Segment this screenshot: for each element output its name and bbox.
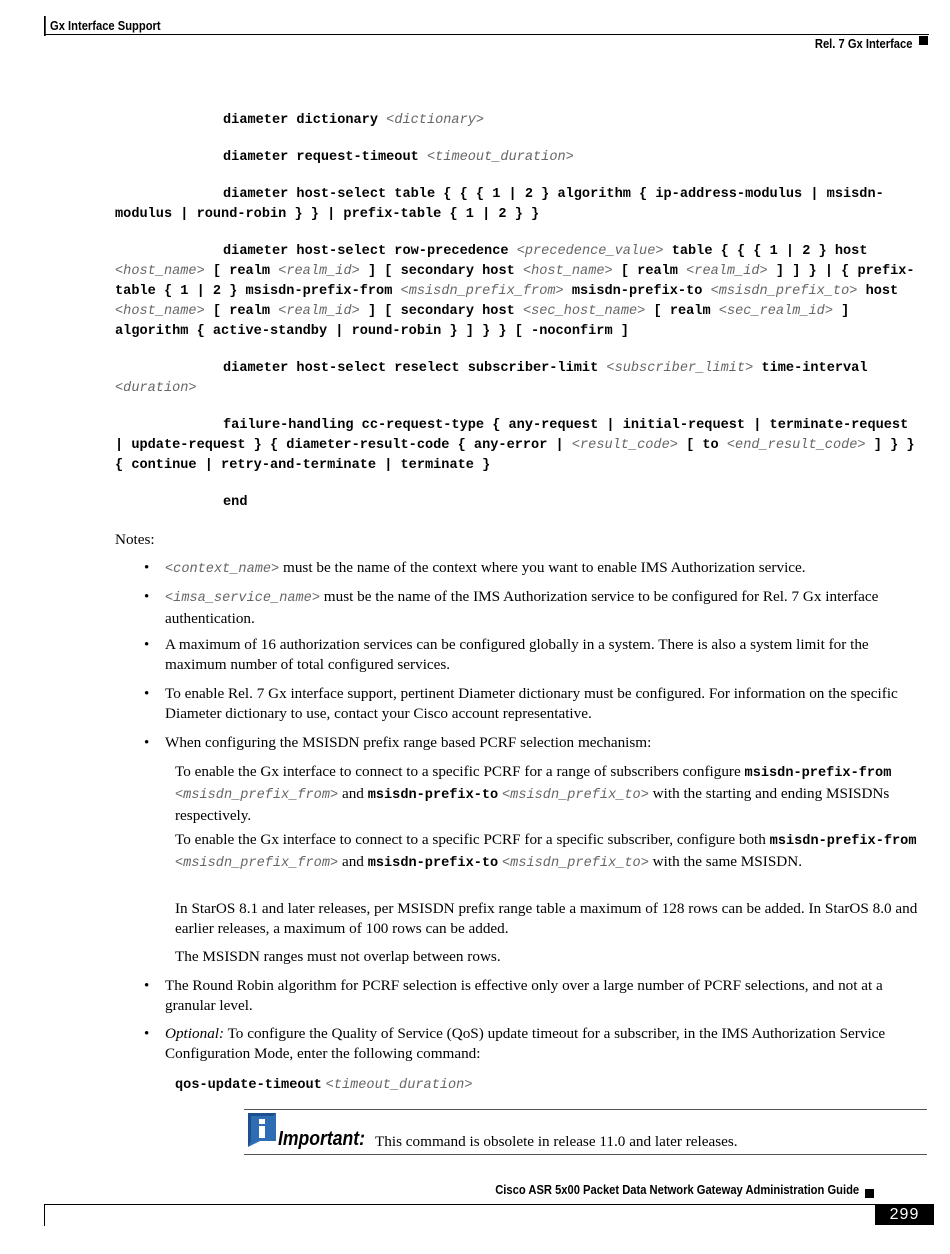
bullet-icon: •	[144, 637, 150, 653]
page-number: 299	[875, 1204, 934, 1225]
important-text: This command is obsolete in release 11.0 and later releases.	[375, 1133, 738, 1150]
note-round-robin: The Round Robin algorithm for PCRF selection is effective only over a large number of PCRF selections, and not at a granular level.	[165, 977, 883, 1014]
bullet-icon: •	[144, 589, 150, 605]
important-top-rule	[244, 1109, 927, 1110]
header-marker	[919, 36, 928, 45]
footer-marker	[865, 1189, 874, 1198]
section-header: Gx Interface Support	[44, 16, 161, 36]
bullet-icon: •	[144, 735, 150, 751]
cmd-qos-update-timeout: qos-update-timeout <timeout_duration>	[175, 1078, 473, 1093]
subnote-rows: In StarOS 8.1 and later releases, per MSISDN prefix range table a maximum of 128 rows can be added. In StarOS 8.0 and earlier releases, a maximum of 100 rows can be added.	[175, 900, 918, 937]
footer-rule	[44, 1204, 875, 1205]
subnote-overlap: The MSISDN ranges must not overlap between rows.	[175, 948, 501, 965]
footer-left-edge	[44, 1204, 45, 1226]
subnote-range: To enable the Gx interface to connect to a specific PCRF for a range of subscribers configure msisdn-prefix-from <msisdn_prefix_from> and msisdn-prefix-to <msisdn_prefix_to> with the starting and ending MSISDNs respectively.	[175, 763, 892, 824]
important-bottom-rule	[244, 1154, 927, 1155]
footer-guide-title: Cisco ASR 5x00 Packet Data Network Gateway Administration Guide	[495, 1182, 859, 1197]
cmd-failure-handling: failure-handling cc-request-type { any-request | initial-request | terminate-request | update-request } { diameter-result-code { any-error | <result_code> [ to <end_result_code> ] } } { continue | retry-and-terminate | terminate }	[115, 418, 915, 473]
bullet-icon: •	[144, 686, 150, 702]
cmd-diameter-dictionary: diameter dictionary <dictionary>	[223, 113, 485, 128]
subsection-header: Rel. 7 Gx Interface	[814, 36, 912, 51]
note-max-services: A maximum of 16 authorization services can be configured globally in a system. There is also a system limit for the maximum number of total configured services.	[165, 636, 869, 673]
note-msisdn-prefix: When configuring the MSISDN prefix range based PCRF selection mechanism:	[165, 734, 652, 751]
important-info-icon	[246, 1111, 278, 1149]
bullet-icon: •	[144, 560, 150, 576]
bullet-icon: •	[144, 1026, 150, 1042]
important-label: Important:	[278, 1128, 366, 1150]
note-qos-timeout: Optional: To configure the Quality of Service (QoS) update timeout for a subscriber, in the IMS Authorization Service Configuration Mode, enter the following command:	[165, 1025, 886, 1062]
note-dictionary: To enable Rel. 7 Gx interface support, pertinent Diameter dictionary must be configured. For information on the specific Diameter dictionary to use, contact your Cisco account representative.	[165, 685, 898, 722]
bullet-icon: •	[144, 978, 150, 994]
cmd-end: end	[223, 495, 248, 510]
cmd-request-timeout: diameter request-timeout <timeout_duration>	[223, 150, 574, 165]
note-imsa-service-name: <imsa_service_name> must be the name of the IMS Authorization service to be configured for Rel. 7 Gx interface authentication.	[165, 588, 879, 627]
cmd-host-select-table: diameter host-select table { { { 1 | 2 } algorithm { ip-address-modulus | msisdn-modulus | round-robin } } | prefix-table { 1 | 2 } }	[115, 187, 884, 222]
cmd-row-precedence: diameter host-select row-precedence <precedence_value> table { { { 1 | 2 } host <host_name> [ realm <realm_id> ] [ secondary host <host_name> [ realm <realm_id> ] ] } | { prefix-table { 1 | 2 } msisdn-prefix-from <msisdn_prefix_from> msisdn-prefix-to <msisdn_prefix_to> host <host_name> [ realm <realm_id> ] [ secondary host <sec_host_name> [ realm <sec_realm_id> ] algorithm { active-standby | round-robin } ] } } [ -noconfirm ]	[115, 244, 915, 339]
notes-label: Notes:	[115, 531, 155, 548]
subnote-specific: To enable the Gx interface to connect to a specific PCRF for a specific subscriber, configure both msisdn-prefix-from <msisdn_prefix_from> and msisdn-prefix-to <msisdn_prefix_to> with the same MSISDN.	[175, 831, 917, 871]
header-rule	[44, 34, 929, 35]
note-context-name: <context_name> must be the name of the context where you want to enable IMS Authorization service.	[165, 559, 806, 577]
cmd-reselect: diameter host-select reselect subscriber-limit <subscriber_limit> time-interval <duration>	[115, 361, 868, 396]
